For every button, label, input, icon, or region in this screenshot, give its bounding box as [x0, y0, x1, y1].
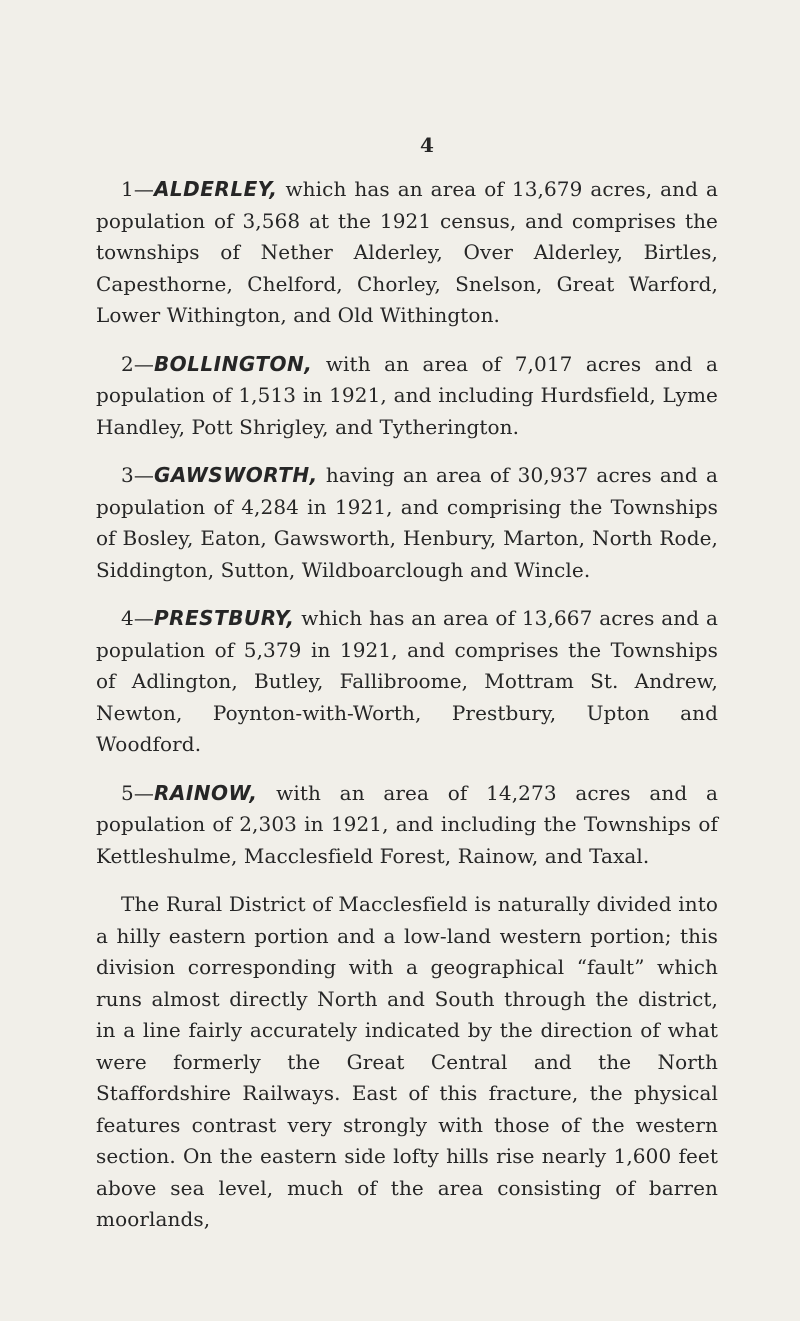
district-paragraph-rainow: [96, 778, 718, 873]
closing-paragraph: The Rural District of Macclesfield is naturally divided into a hilly eastern portion and a low-land western portion; this division corresponding with a geographical “fault” which runs almost directly North and South through the district, in a line fairly accurately indicated by the direction of what were formerly the Great Central and the North Staffordshire Railways. East of this fracture, the physical features contrast very strongly with those of the western section. On the eastern side lofty hills rise nearly 1,600 feet above sea level, much of the area consisting of barren moorlands,: [96, 892, 718, 1231]
district-name: PRESTBURY,: [153, 606, 295, 630]
district-paragraph-prestbury: [96, 603, 718, 761]
district-paragraph-gawsworth: [96, 460, 718, 586]
district-description: with an area of 14,273 acres and a population of 2,303 in 1921, and including the Townships of Kettleshulme, Macclesfield Forest, Rainow, and Taxal.: [96, 780, 718, 868]
district-description: which has an area of 13,667 acres and a population of 5,379 in 1921, and comprises the Townships of Adlington, Butley, Fallibroome, Mottram St. Andrew, Newton, Poynton-with-Worth, Prestbury, Upton and Woodford.: [96, 606, 718, 756]
district-description: which has an area of 13,679 acres, and a population of 3,568 at the 1921 census, and comprises the townships of Nether Alderley, Over Alderley, Birtles, Capesthorne, Chelford, Chorley, Snelson, Great Warford, Lower Withington, and Old Withington.: [96, 177, 718, 327]
district-number: 5—: [121, 780, 154, 805]
district-number: 1—: [121, 177, 154, 201]
district-number: 3—: [121, 463, 154, 487]
district-number: 4—: [121, 606, 154, 630]
district-name: ALDERLEY,: [153, 177, 278, 201]
page-number: 4: [420, 133, 434, 157]
district-number: 2—: [121, 351, 154, 376]
district-paragraph-bollington: [96, 349, 718, 444]
district-name: GAWSWORTH,: [153, 463, 318, 487]
district-description: with an area of 7,017 acres and a population of 1,513 in 1921, and including Hurdsfield, Lyme Handley, Pott Shrigley, and Tytherington.: [96, 351, 718, 439]
district-name: BOLLINGTON,: [153, 351, 313, 376]
district-name: RAINOW,: [153, 780, 258, 805]
district-paragraph-alderley: [96, 174, 718, 332]
district-description: having an area of 30,937 acres and a population of 4,284 in 1921, and comprising the Townships of Bosley, Eaton, Gawsworth, Henbury, Marton, North Rode, Siddington, Sutton, Wildboarclough and Wincle.: [96, 463, 718, 582]
body-text: [96, 174, 718, 1236]
